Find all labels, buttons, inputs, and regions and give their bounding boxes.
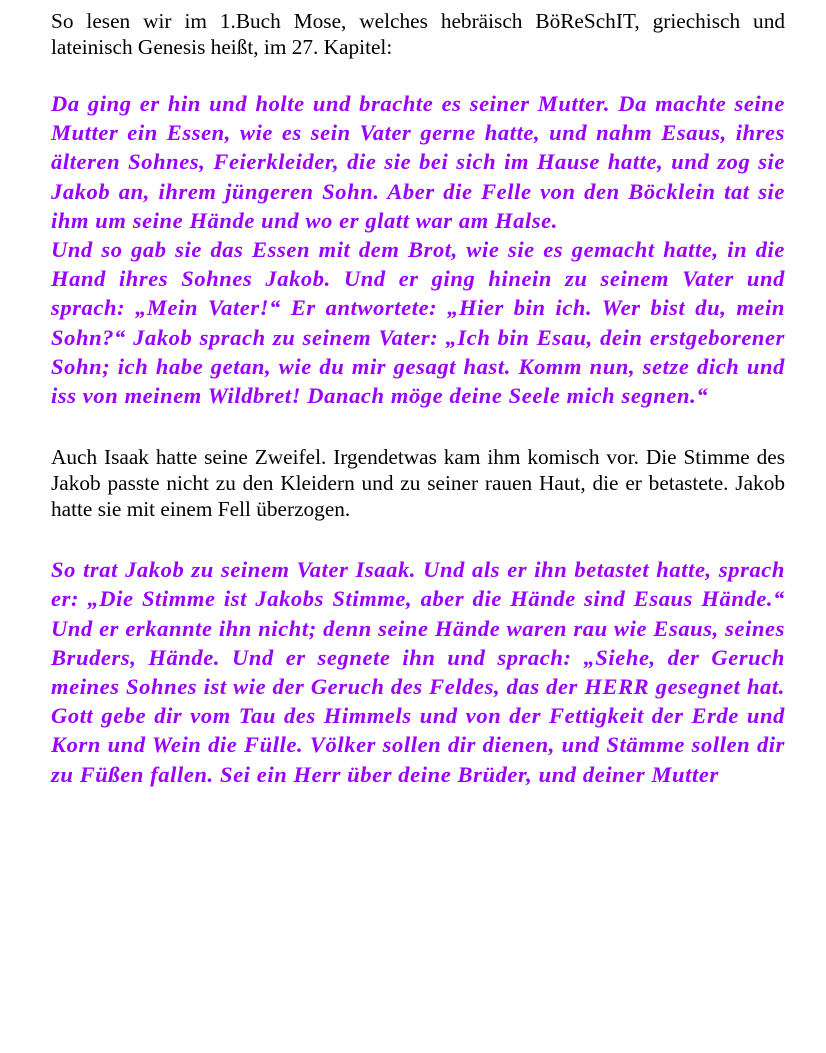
- bible-quote-2: Und so gab sie das Essen mit dem Brot, wie sie es gemacht hatte, in die Hand ihres Sohnes Jakob. Und er ging hinein zu seinem Vater und sprach: „Mein Vater!“ Er antwortete: „Hier bin ich. Wer bist du, mein Sohn?“ Jakob sprach zu seinem Vater: „Ich bin Esau, dein erstgeborener Sohn; ich habe getan, wie du mir gesagt hast. Komm nun, setze dich und iss von meinem Wildbret! Danach möge deine Seele mich segnen.“: [51, 237, 785, 409]
- intro-paragraph: So lesen wir im 1.Buch Mose, welches hebräisch BöReSchIT, griechisch und lateinisch Genesis heißt, im 27. Kapitel:: [51, 9, 785, 59]
- bible-quote-3: So trat Jakob zu seinem Vater Isaak. Und als er ihn betastet hatte, sprach er: „Die Stimme ist Jakobs Stimme, aber die Hände sind Esaus Hände.“ Und er erkannte ihn nicht; denn seine Hände waren rau wie Esaus, seines Bruders, Hände. Und er segnete ihn und sprach: „Siehe, der Geruch meines Sohnes ist wie der Geruch des Feldes, das der HERR gesegnet hat. Gott gebe dir vom Tau des Himmels und von der Fettigkeit der Erde und Korn und Wein die Fülle. Völker sollen dir dienen, und Stämme sollen dir zu Füßen fallen. Sei ein Herr über deine Brüder, und deiner Mutter: [51, 557, 785, 787]
- document-page: [51, 8, 785, 789]
- bible-quote-1: Da ging er hin und holte und brachte es seiner Mutter. Da machte seine Mutter ein Essen, wie es sein Vater gerne hatte, und nahm Esaus, ihres älteren Sohnes, Feierkleider, die sie bei sich im Hause hatte, und zog sie Jakob an, ihrem jüngeren Sohn. Aber die Felle von den Böcklein tat sie ihm um seine Hände und wo er glatt war am Halse.: [51, 91, 785, 233]
- commentary-paragraph: Auch Isaak hatte seine Zweifel. Irgendetwas kam ihm komisch vor. Die Stimme des Jakob passte nicht zu den Kleidern und zu seiner rauen Haut, die er betastete. Jakob hatte sie mit einem Fell überzogen.: [51, 445, 785, 522]
